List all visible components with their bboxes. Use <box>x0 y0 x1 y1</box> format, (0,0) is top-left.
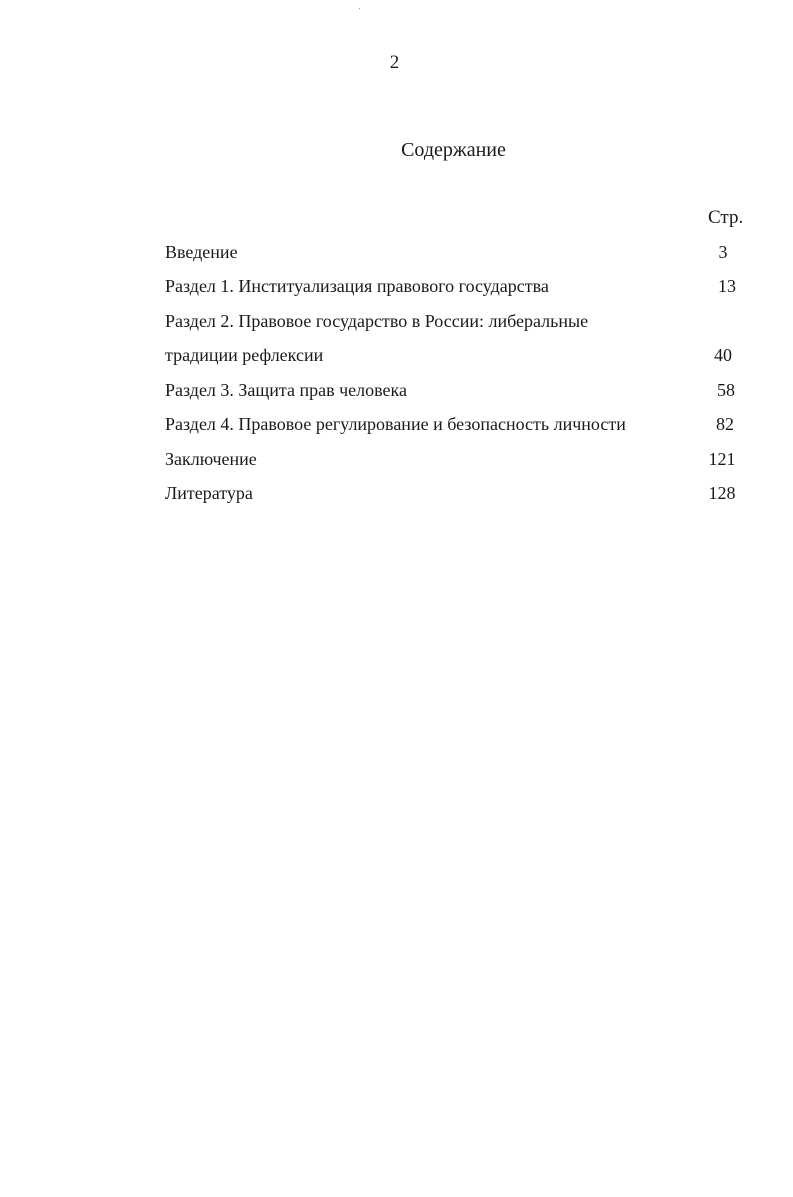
toc-entry-page: 82 <box>716 414 734 434</box>
toc-entry-text: традиции рефлексии <box>165 345 324 365</box>
toc-entry-text: Раздел 1. Институализация правового государства <box>165 276 549 296</box>
toc-entry-section-2-cont <box>165 345 755 375</box>
toc-entry-introduction <box>165 242 755 272</box>
toc-entry-text: Раздел 3. Защита прав человека <box>165 380 407 400</box>
toc-entry-page: 13 <box>718 276 736 296</box>
toc-entry-text: Раздел 4. Правовое регулирование и безопасность личности <box>165 414 626 434</box>
toc-entry-page: 40 <box>714 345 732 365</box>
toc-entry-section-3 <box>165 380 755 410</box>
page-column-header: Стр. <box>708 207 744 228</box>
toc-entry-page: 58 <box>717 380 735 400</box>
toc-entry-page: 128 <box>708 483 736 503</box>
page-number: 2 <box>389 52 400 73</box>
toc-entry-section-4 <box>165 414 755 444</box>
page-title: Содержание <box>401 139 506 161</box>
toc-entry-section-2 <box>165 311 755 341</box>
toc-entry-section-1 <box>165 276 755 306</box>
toc-entry-text: Раздел 2. Правовое государство в России: либеральные <box>165 311 589 331</box>
toc-entry-text: Литература <box>165 483 253 503</box>
toc-entry-text: Заключение <box>165 449 257 469</box>
scan-artifact <box>359 8 360 9</box>
toc-entry-text: Введение <box>165 242 238 262</box>
toc-entry-conclusion <box>165 449 755 479</box>
toc-entry-page: 121 <box>708 449 736 469</box>
toc-entry-page: 3 <box>718 242 728 262</box>
toc-entry-literature <box>165 483 755 513</box>
